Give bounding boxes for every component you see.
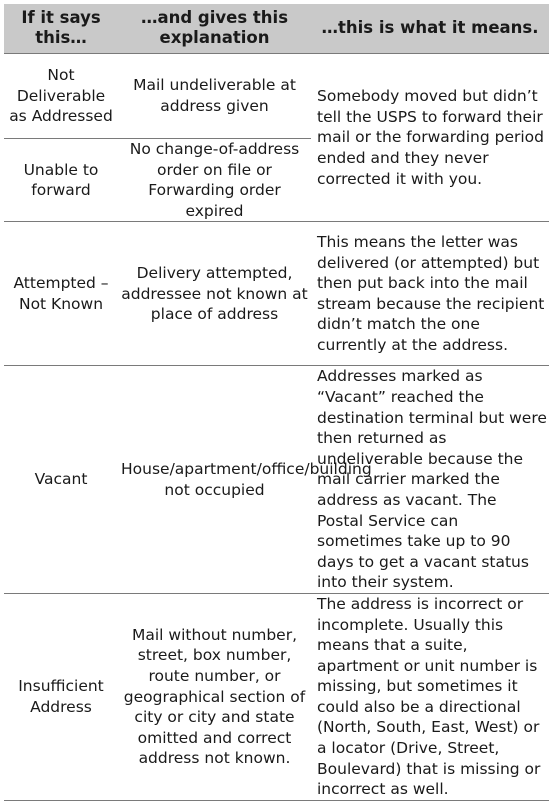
cell-says: Unable to forward [4,139,118,222]
cell-says: Not Deliverable as Addressed [9,66,113,126]
header-explanation: …and gives this explanation [118,4,311,54]
table-body [4,54,549,801]
cell-explanation: No change-of-address order on file or Forwarding order expired [118,139,311,222]
cell-meaning: This means the letter was delivered (or attempted) but then put back into the mail stream because the recipient didn’t match the one currently at the address. [311,222,549,366]
cell-explanation: Mail undeliverable at address given [133,76,296,115]
header-meaning: …this is what it means. [311,4,549,54]
table-row [4,366,549,594]
header-if-it-says: If it says this… [4,4,118,54]
header-row [4,4,549,54]
usps-return-reasons-table [4,4,549,801]
cell-explanation: Delivery attempted, addressee not known at place of address [118,222,311,366]
table-row [4,593,549,800]
cell-explanation: House/apartment/office/building not occupied [118,366,311,594]
cell-says: Attempted – Not Known [4,222,118,366]
cell-says: Insufficient Address [4,593,118,800]
cell-meaning: Addresses marked as “Vacant” reached the destination terminal but were then returned as undeliverable because the mail carrier marked the address as vacant. The Postal Service can sometimes take up to 90 days to get a vacant status into their system. [311,366,549,594]
cell-says: Vacant [4,366,118,594]
cell-meaning: Somebody moved but didn’t tell the USPS to forward their mail or the forwarding period ended and they never corrected it with you. [311,54,549,222]
cell-meaning: The address is incorrect or incomplete. Usually this means that a suite, apartment or unit number is missing, but sometimes it could also be a directional (North, South, East, West) or a locator (Drive, Street, Boulevard) that is missing or incorrect as well. [311,593,549,800]
cell-explanation: Mail without number, street, box number, route number, or geographical section of city or city and state omitted and correct address not known. [118,593,311,800]
table-header [4,4,549,54]
table-row [4,222,549,366]
table-row [4,54,549,139]
